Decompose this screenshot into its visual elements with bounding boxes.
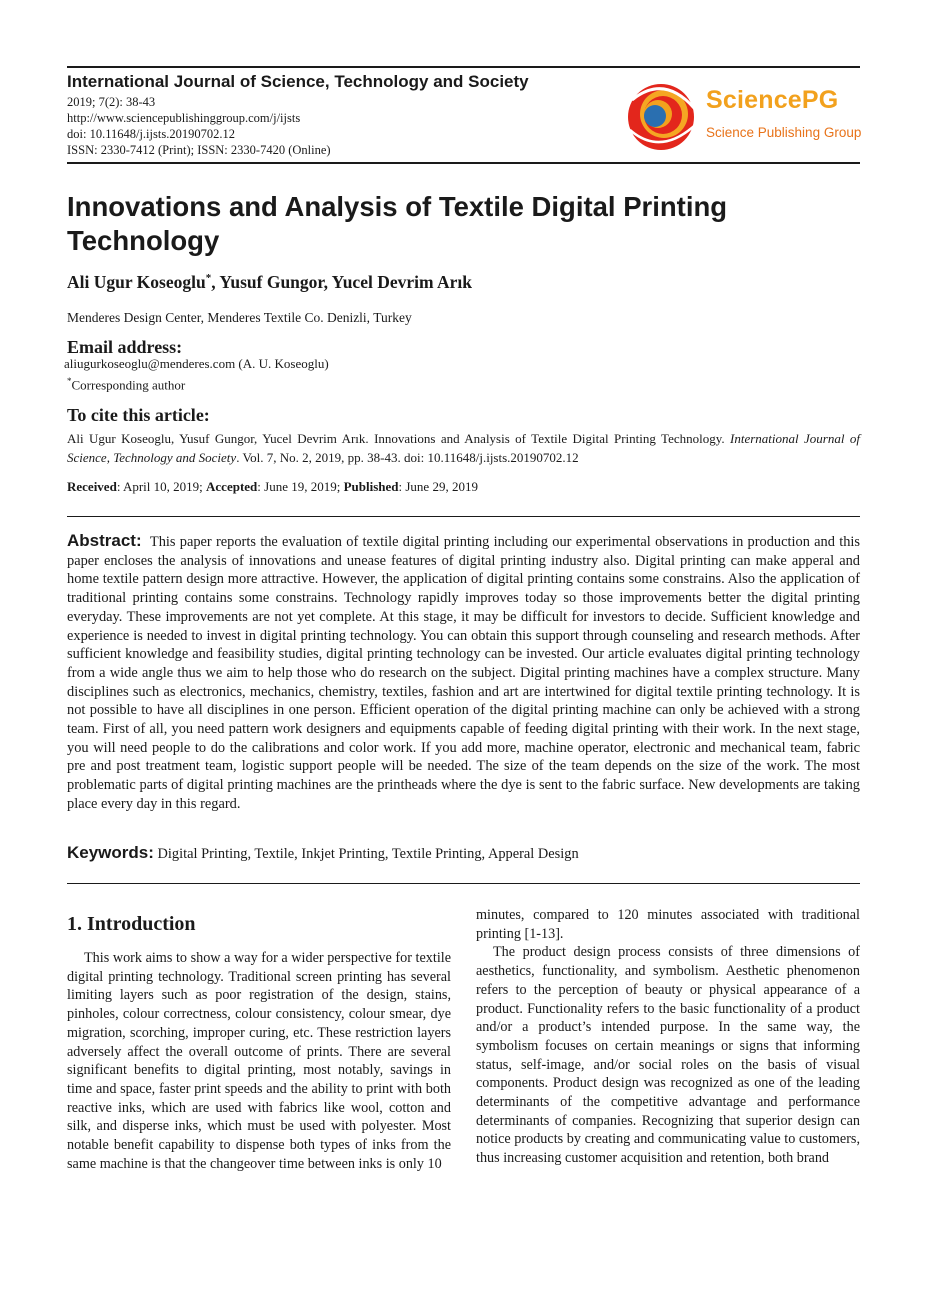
paper-title: Innovations and Analysis of Textile Digital Printing Technology bbox=[67, 191, 728, 256]
corresponding-note-marker: * bbox=[67, 376, 72, 386]
citation-text: Ali Ugur Koseoglu, Yusuf Gungor, Yucel Devrim Arık. Innovations and Analysis of Textile Digital Printing Technology. bbox=[67, 431, 731, 446]
corresponding-author bbox=[67, 376, 185, 393]
introduction-paragraph-2: The product design process consists of three dimensions of aesthetics, functionality, and symbolism. Aesthetic phenomenon refers to the perception of beauty or physical appearance of a product. Functionality refers to the basic functionality of a product and/or a product’s intended purpose. In the same way, the symbolism focuses on certain meanings or signs that informing status, self-image, and/or social roles on the basis of visual components. Product design was recognized as one of the leading determinants of the competitive advantage and performance determinants of companies. Recognizing that superior design can notice products by creating and communicating value to customers, thus increasing customer acquisition and retention, both brand bbox=[476, 944, 860, 1167]
publisher-logo-name: SciencePG bbox=[706, 86, 839, 114]
volume-pages: 2019; 7(2): 38-43 bbox=[67, 95, 156, 109]
published-label: Published bbox=[343, 479, 399, 494]
introduction-paragraph-continued: minutes, compared to 120 minutes associated with traditional printing [1-13]. bbox=[476, 907, 860, 942]
introduction-heading: 1. Introduction bbox=[67, 913, 196, 935]
keywords-label: Keywords: bbox=[67, 843, 154, 862]
abstract-bottom-rule bbox=[67, 883, 860, 884]
abstract-label: Abstract: bbox=[67, 531, 142, 550]
sciencepg-emblem-icon bbox=[624, 80, 700, 152]
affiliation: Menderes Design Center, Menderes Textile Co. Denizli, Turkey bbox=[67, 310, 412, 325]
citation bbox=[67, 429, 860, 467]
abstract-text: This paper reports the evaluation of textile digital printing including our experimental observations in production and this paper encloses the analysis of innovations and unease features of digital printing industry also. Digital printing can make apperal and home textile pattern design more attractive. However, the application of digital printing contains some constrains. Also the application of traditional printing contains some constrains. Technology rapidly improves today so those improvements better the digital printing everyday. These improvements are not yet complete. At this stage, it may be difficult for investors to decide. Sufficient knowledge and experience is needed to invest in digital printing technology. You can obtain this support through counseling and research methods. After sufficient knowledge and feasibility studies, digital printing technology can be invested. Our article evaluates digital printing technology from a wide angle thus we aim to help those who do research on the subject. Digital printing machines have a complex structure. Many disciplines such as electronics, mechanics, chemistry, textiles, fashion and art are intertwined for digital textile printing technology. It is not possible to have all disciplines in one person. Efficient operation of the digital printing machine can only be achieved with a strong team. First of all, you need pattern work designers and equipments capable of feeding digital printing with their work. In the next stage, you will need people to do the calibrations and color work. If you add more, machine operator, electronic and mechanical team, fabric pre and post treatment team, logistic support people will be needed. The size of the team depends on the size of the work. The most problematic parts of digital printing machines are the printheads where the dye is sent to the fabric surface. New developments are taking place every day in this regard. bbox=[67, 534, 860, 812]
published-date: : June 29, 2019 bbox=[398, 479, 478, 494]
publisher-logo-subtitle: Science Publishing Group bbox=[706, 125, 862, 140]
author-list bbox=[67, 272, 472, 293]
introduction-paragraph-1: This work aims to show a way for a wider perspective for textile digital printing technology. Traditional screen printing has several limiting layers such as poor registration of the design, stains, pinholes, colour correctness, colour consistency, colour smear, dye migration, scorching, improper curing, etc. These restriction layers adversely affect the overall outcome of prints. There are several significant benefits to digital printing, most notably, savings in time and space, faster print speeds and the ability to print with both reactive inks, which are used with fabrics like wool, cotton and silk, and disperse inks, which must be used with polyester. Most notable benefit capability to dispense both types of inks from the same machine is that the changeover time between inks is only 10 bbox=[67, 950, 451, 1172]
corresponding-note: Corresponding author bbox=[71, 377, 186, 393]
keywords bbox=[67, 843, 579, 863]
introduction-left-column bbox=[67, 949, 451, 1173]
journal-issn: ISSN: 2330-7412 (Print); ISSN: 2330-7420 (Online) bbox=[67, 143, 331, 157]
email-address[interactable]: aliugurkoseoglu@menderes.com (A. U. Koseoglu) bbox=[64, 356, 329, 371]
keywords-text: Digital Printing, Textile, Inkjet Printing, Textile Printing, Apperal Design bbox=[157, 846, 579, 862]
corresponding-marker: * bbox=[205, 272, 212, 285]
abstract-top-rule bbox=[67, 516, 860, 517]
citation-journal: International Journal of Science, Technology and Society bbox=[67, 431, 860, 465]
author-others: , Yusuf Gungor, Yucel Devrim Arık bbox=[211, 272, 472, 292]
received-label: Received bbox=[67, 479, 117, 494]
citation-rest: . Vol. 7, No. 2, 2019, pp. 38-43. doi: 10.11648/j.ijsts.20190702.12 bbox=[236, 450, 579, 465]
accepted-label: Accepted bbox=[206, 479, 258, 494]
received-date: : April 10, 2019; bbox=[116, 479, 207, 494]
abstract bbox=[67, 532, 860, 814]
publication-dates bbox=[67, 479, 478, 495]
journal-doi: doi: 10.11648/j.ijsts.20190702.12 bbox=[67, 127, 235, 141]
header-top-rule bbox=[67, 66, 860, 68]
introduction-right-column bbox=[476, 906, 860, 1168]
email-heading: Email address: bbox=[67, 337, 183, 357]
header-bottom-rule bbox=[67, 162, 860, 164]
cite-heading: To cite this article: bbox=[67, 405, 210, 425]
journal-url[interactable]: http://www.sciencepublishinggroup.com/j/ijsts bbox=[67, 111, 301, 125]
publisher-logo bbox=[624, 80, 864, 152]
journal-title: International Journal of Science, Technology and Society bbox=[67, 72, 529, 91]
accepted-date: : June 19, 2019; bbox=[257, 479, 344, 494]
author-first: Ali Ugur Koseoglu bbox=[67, 272, 206, 292]
